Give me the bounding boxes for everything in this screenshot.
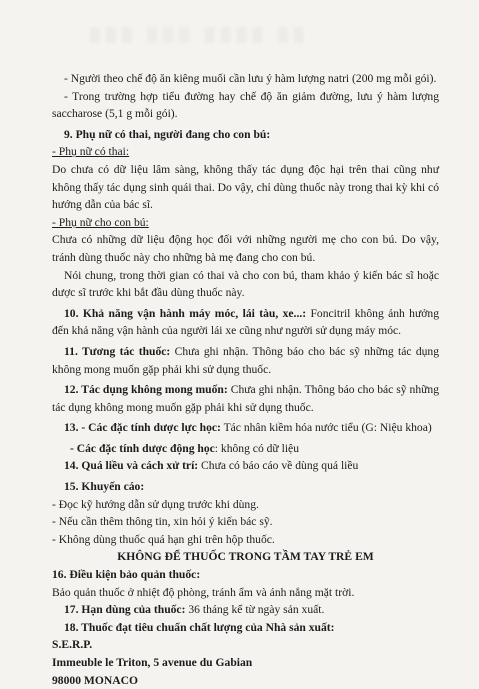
text-overdose: Chưa có báo cáo về dùng quá liều: [198, 459, 359, 473]
heading-recommendations: 15. Khuyến cáo:: [64, 480, 145, 494]
section-machines: [52, 305, 439, 340]
heading-pregnancy: 9. Phụ nữ có thai, người đang cho con bú:: [64, 127, 271, 141]
manufacturer-city: 98000 MONACO: [52, 673, 138, 687]
section-interactions: [52, 343, 439, 378]
heading-pharmacodynamics: 13. - Các đặc tính dược lực học:: [64, 421, 221, 435]
text-pharmacokinetics: : không có dữ liệu: [214, 441, 300, 455]
text-side-effects: Chưa ghi nhận. Thông báo cho bác sỹ những tác dụng không mong muốn gặp phải khi sử dụng thuốc.: [52, 383, 439, 414]
paragraph-pregnant: Do chưa có dữ liệu lâm sàng, không thấy tác dụng độc hại trên thai cũng như không thấy tác dụng sinh quái thai. Do vậy, chỉ dùng thuốc này trong thai kỳ khi có hướng dẫn của bác sĩ.: [52, 162, 439, 212]
paragraph-diabetes: - Trong trường hợp tiểu đường hay chế độ ăn giảm đường, lưu ý hàm lượng saccharose (5,1 g mỗi gói).: [52, 89, 439, 121]
heading-shelf-life: 17. Hạn dùng của thuốc:: [64, 603, 186, 617]
heading-storage: 16. Điều kiện bảo quản thuốc:: [52, 568, 201, 582]
text-shelf-life: 36 tháng kể từ ngày sản xuất.: [185, 603, 325, 617]
manufacturer-address: Immeuble le Triton, 5 avenue du Gabian: [52, 656, 253, 669]
paragraph-general-advice: Nói chung, trong thời gian có thai và cho con bú, tham khảo ý kiến bác sĩ hoặc dược sĩ trước khi bắt đầu dùng thuốc này.: [52, 268, 439, 300]
text-storage: Bảo quản thuốc ở nhiệt độ phòng, tránh ẩm và ánh nắng mặt trời.: [52, 585, 355, 599]
subheading-pregnant: - Phụ nữ có thai:: [52, 145, 130, 159]
text-machines: Foncitril không ảnh hưởng đến khả năng vận hành của người lái xe cũng như người sử dụng máy móc.: [52, 306, 439, 338]
recommendation-item: - Không dùng thuốc quá hạn ghi trên hộp thuốc.: [52, 532, 275, 546]
heading-machines: 10. Khả năng vận hành máy móc, lái tàu, xe...:: [64, 306, 307, 320]
paragraph-breastfeeding: Chưa có những dữ liệu động học đối với những người mẹ cho con bú. Do vậy, tránh dùng thuốc này cho những bà mẹ đang cho con bú.: [52, 233, 439, 264]
children-warning: KHÔNG ĐỂ THUỐC TRONG TẦM TAY TRẺ EM: [117, 550, 374, 564]
heading-side-effects: 12. Tác dụng không mong muốn:: [64, 383, 228, 397]
heading-overdose: 14. Quá liều và cách xử trí:: [64, 459, 199, 473]
heading-quality-standard: 18. Thuốc đạt tiêu chuẩn chất lượng của Nhà sản xuất:: [64, 620, 335, 634]
heading-interactions: 11. Tương tác thuốc:: [64, 344, 171, 358]
manufacturer-name: S.E.R.P.: [52, 638, 93, 652]
section-pharmacokinetics: [52, 440, 439, 458]
section-side-effects: [52, 381, 439, 416]
heading-pharmacokinetics: - Các đặc tính dược động học: [70, 441, 215, 455]
text-pharmacodynamics: Tác nhân kiềm hóa nước tiểu (G: Niệu khoa): [220, 421, 432, 435]
section-shelf-life: [52, 601, 439, 619]
subheading-breastfeeding: - Phụ nữ cho con bú:: [52, 215, 149, 229]
section-overdose: [52, 457, 439, 475]
section-pharmacodynamics: [52, 419, 439, 437]
recommendation-item: - Nếu cần thêm thông tin, xin hỏi ý kiến bác sỹ.: [52, 515, 273, 529]
paragraph-salt-diet: - Người theo chế độ ăn kiêng muối cần lưu ý hàm lượng natri (200 mg mỗi gói).: [64, 72, 437, 85]
show-through-bleed: ▒▒▒ ▒▒▒ ▒▒▒▒ ▒▒: [90, 28, 310, 43]
recommendation-item: - Đọc kỹ hướng dẫn sử dụng trước khi dùng.: [52, 497, 259, 511]
text-interactions: Chưa ghi nhận. Thông báo cho bác sỹ những tác dụng không mong muốn gặp phải khi sử dụng thuốc.: [52, 344, 440, 376]
